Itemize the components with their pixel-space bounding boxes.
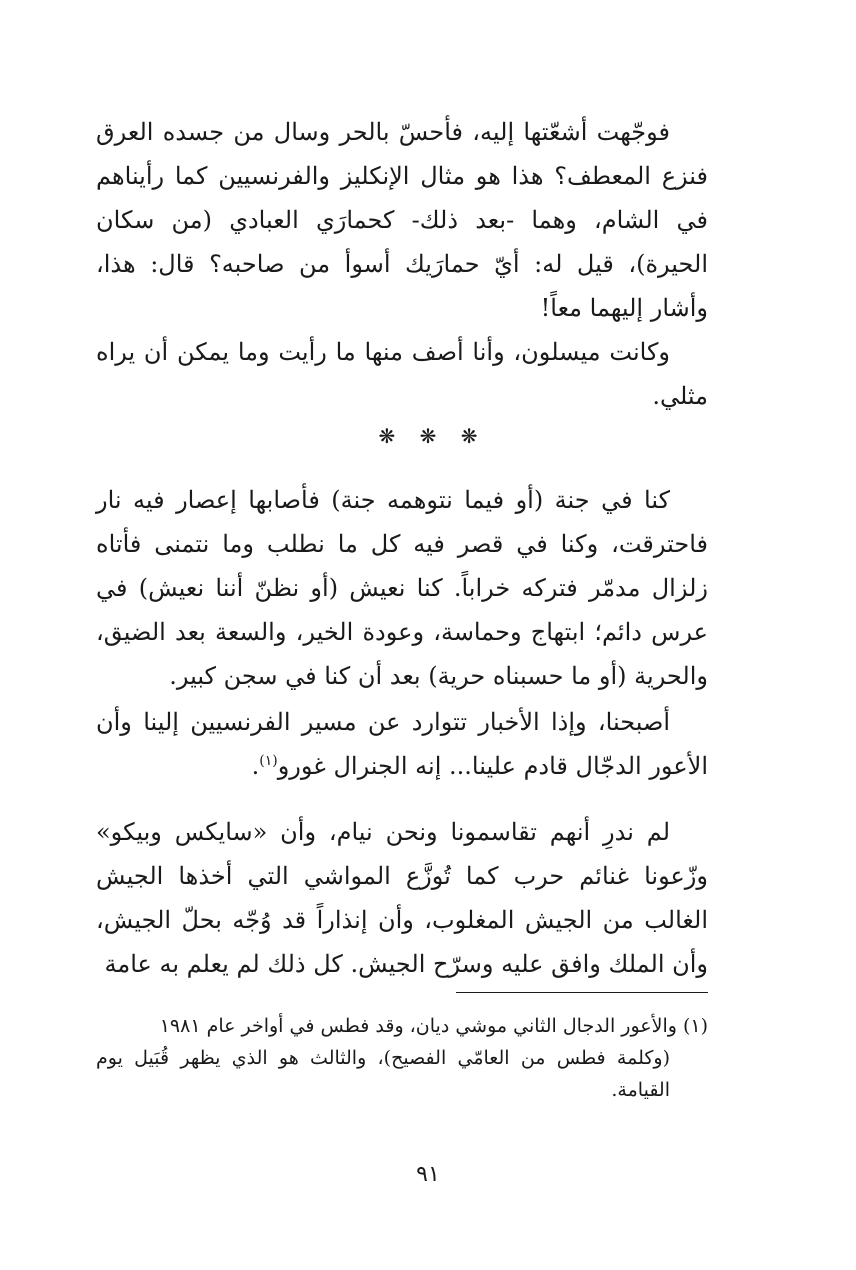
separator-mark: ❋: [378, 424, 396, 448]
separator-mark: ❋: [460, 424, 478, 448]
paragraph-4-text: أصبحنا، وإذا الأخبار تتوارد عن مسير الفرنسيين إلينا وأن الأعور الدجّال قادم علينا... إنه الجنرال غورو: [96, 708, 708, 780]
footnote: [96, 1010, 708, 1106]
footnote-line-1: (١) والأعور الدجال الثاني موشي ديان، وقد فطس في أواخر عام ١٩٨١: [159, 1015, 708, 1037]
paragraph-4-end: .: [251, 752, 260, 780]
paragraph-4: [96, 700, 708, 788]
page-number: ٩١: [416, 1162, 440, 1187]
footnote-divider: [456, 992, 708, 993]
section-separator: [0, 424, 856, 448]
paragraph-1: فوجّهت أشعّتها إليه، فأحسّ بالحر وسال من جسده العرق فنزع المعطف؟ هذا هو مثال الإنكليز والفرنسيين كما رأيناهم في الشام، وهما -بعد ذلك- كحمارَي العبادي (من سكان الحيرة)، قيل له: أيّ حمارَيك أسوأ من صاحبه؟ قال: هذا، وأشار إليهما معاً!: [96, 118, 708, 322]
footnote-line-2: (وكلمة فطس من العامّي الفصيح)، والثالث هو الذي يظهر قُبَيل يوم القيامة.: [96, 1047, 670, 1101]
paragraph-3: كنا في جنة (أو فيما نتوهمه جنة) فأصابها إعصار فيه نار فاحترقت، وكنا في قصر فيه كل ما نطلب وما نتمنى فأتاه زلزال مدمّر فتركه خراباً. كنا نعيش (أو نظنّ أننا نعيش) في عرس دائم؛ ابتهاج وحماسة، وعودة الخير، والسعة بعد الضيق، والحرية (أو ما حسبناه حرية) بعد أن كنا في سجن كبير.: [96, 486, 708, 690]
footnote-reference[interactable]: (١): [259, 753, 278, 769]
paragraph-2: وكانت ميسلون، وأنا أصف منها ما رأيت وما يمكن أن يراه مثلي.: [96, 338, 708, 410]
paragraph-5: لم ندرِ أنهم تقاسمونا ونحن نيام، وأن «سايكس وبيكو» وزّعونا غنائم حرب كما تُوزَّع المواشي التي أخذها الجيش الغالب من الجيش المغلوب، وأن إنذاراً قد وُجّه بحلّ الجيش، وأن الملك وافق عليه وسرّح الجيش. كل ذلك لم يعلم به عامة: [96, 818, 708, 978]
separator-mark: ❋: [419, 424, 437, 448]
